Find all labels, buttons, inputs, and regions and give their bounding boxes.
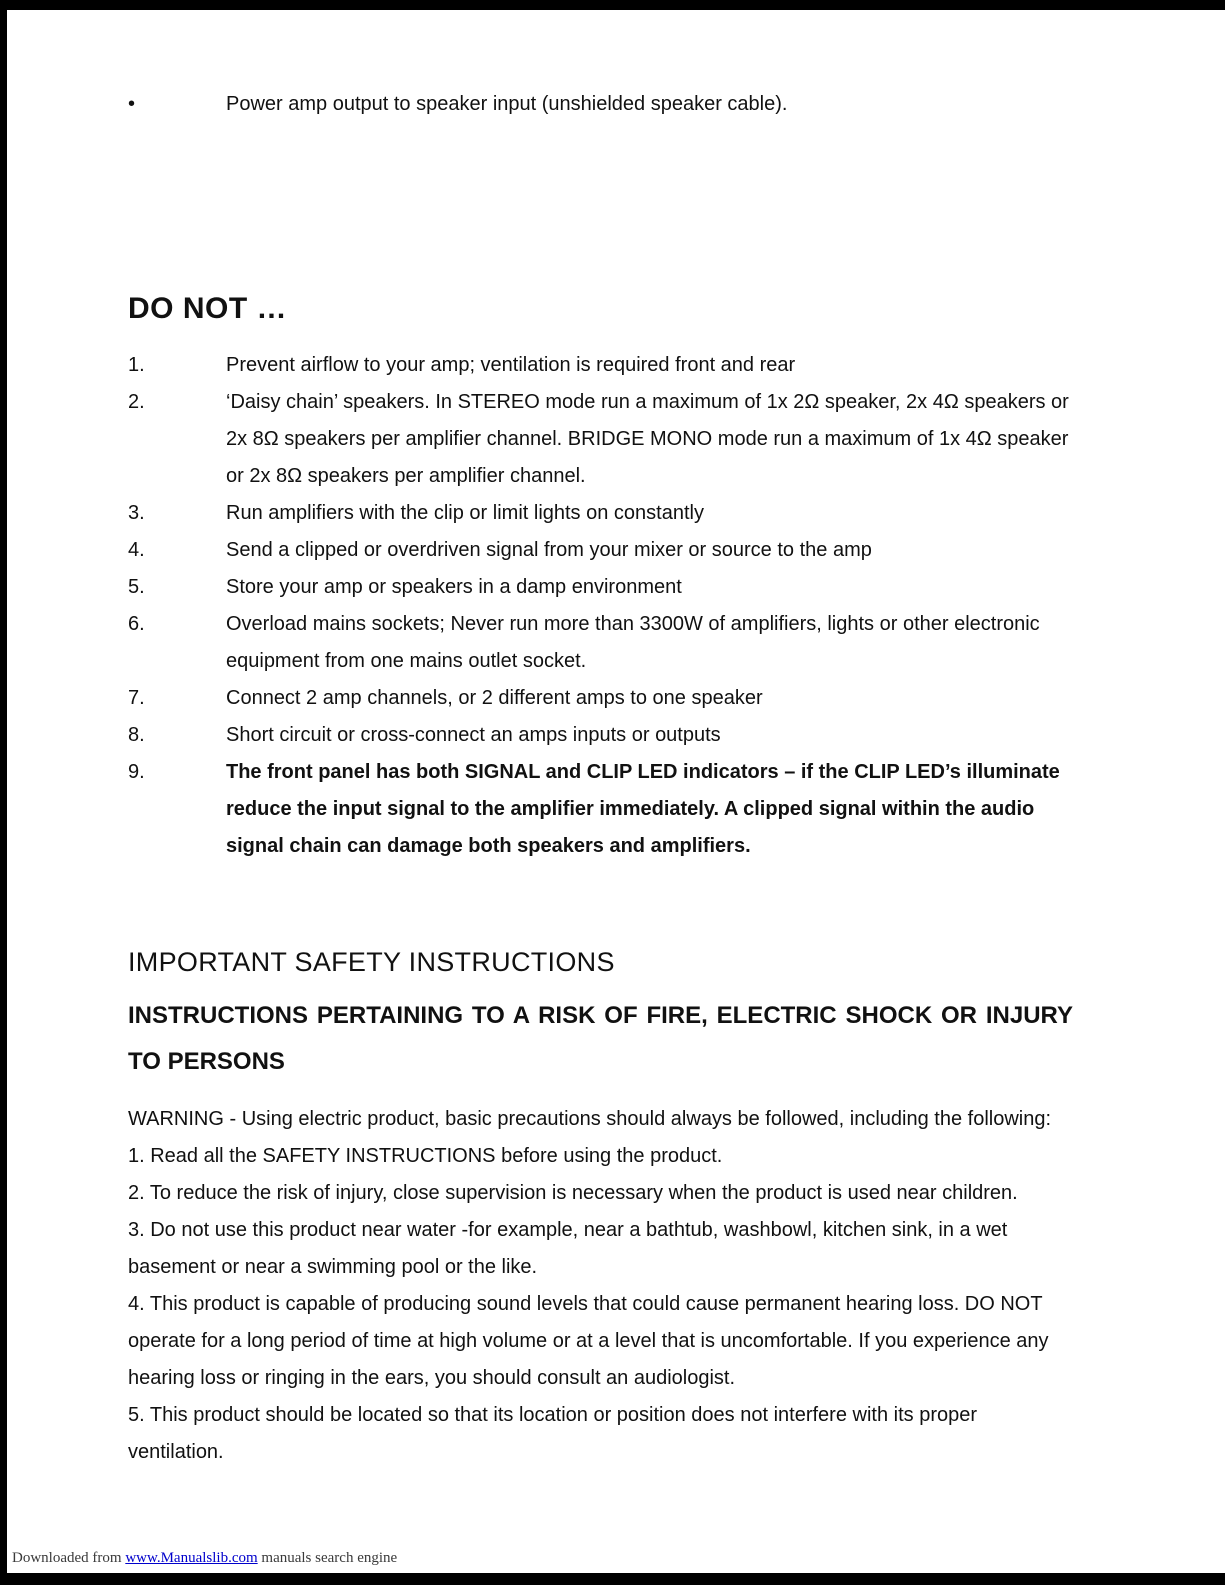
safety-item: 2. To reduce the risk of injury, close supervision is necessary when the product is used near children. — [128, 1182, 1018, 1204]
footer-suffix: manuals search engine — [257, 1550, 398, 1566]
list-item — [128, 495, 1073, 532]
list-number: 7. — [128, 687, 145, 709]
list-text: Overload mains sockets; Never run more than 3300W of amplifiers, lights or other electronic equipment from one mains outlet socket. — [226, 613, 1040, 672]
intro-bullet-text: Power amp output to speaker input (unshielded speaker cable). — [226, 93, 788, 115]
list-number: 2. — [128, 391, 145, 413]
list-item — [128, 569, 1073, 606]
do-not-heading: DO NOT … — [128, 292, 287, 325]
list-number: 9. — [128, 761, 145, 783]
list-text: Prevent airflow to your amp; ventilation is required front and rear — [226, 354, 796, 376]
list-item — [128, 347, 1073, 384]
scan-edge-left — [0, 0, 7, 1585]
list-number: 1. — [128, 354, 145, 376]
warning-paragraph: WARNING - Using electric product, basic precautions should always be followed, including the following: — [128, 1108, 1052, 1130]
safety-subheading: INSTRUCTIONS PERTAINING TO A RISK OF FIRE, ELECTRIC SHOCK OR INJURY TO PERSONS — [128, 1002, 1073, 1075]
list-item — [128, 754, 1073, 865]
scan-edge-bottom — [0, 1573, 1225, 1585]
list-number: 8. — [128, 724, 145, 746]
list-text: Run amplifiers with the clip or limit lights on constantly — [226, 502, 704, 524]
list-text: Send a clipped or overdriven signal from your mixer or source to the amp — [226, 539, 872, 561]
safety-heading: IMPORTANT SAFETY INSTRUCTIONS — [128, 947, 615, 977]
list-number: 5. — [128, 576, 145, 598]
list-number: 6. — [128, 613, 145, 635]
safety-item: 5. This product should be located so that its location or position does not interfere with its proper ventilation. — [128, 1404, 978, 1463]
list-text: Short circuit or cross-connect an amps inputs or outputs — [226, 724, 721, 746]
list-number: 3. — [128, 502, 145, 524]
document-page — [128, 0, 1073, 1471]
list-item — [128, 680, 1073, 717]
list-text: The front panel has both SIGNAL and CLIP LED indicators – if the CLIP LED’s illuminate reduce the input signal to the amplifier immediately. A clipped signal within the audio signal chain can damage both speakers and amplifiers. — [226, 761, 1060, 857]
safety-body — [128, 1101, 1073, 1471]
manualslib-link[interactable]: www.Manualslib.com — [125, 1550, 258, 1566]
intro-bullet-item — [128, 86, 1073, 123]
safety-item: 4. This product is capable of producing sound levels that could cause permanent hearing loss. DO NOT operate for a long period of time at high volume or at a level that is uncomfortable. If you experience any hearing loss or ringing in the ears, you should consult an audiologist. — [128, 1293, 1049, 1389]
list-item — [128, 384, 1073, 495]
safety-item: 1. Read all the SAFETY INSTRUCTIONS before using the product. — [128, 1145, 723, 1167]
list-text: Store your amp or speakers in a damp environment — [226, 576, 682, 598]
footer-prefix: Downloaded from — [12, 1550, 126, 1566]
do-not-list — [128, 347, 1073, 865]
footer-watermark — [12, 1550, 397, 1567]
list-item — [128, 532, 1073, 569]
list-text: Connect 2 amp channels, or 2 different amps to one speaker — [226, 687, 763, 709]
list-item — [128, 606, 1073, 680]
list-text: ‘Daisy chain’ speakers. In STEREO mode run a maximum of 1x 2Ω speaker, 2x 4Ω speakers or 2x 8Ω speakers per amplifier channel. BRIDGE MONO mode run a maximum of 1x 4Ω speaker or 2x 8Ω speakers per amplifier channel. — [226, 391, 1069, 487]
bullet-marker: • — [128, 93, 136, 115]
list-item — [128, 717, 1073, 754]
safety-item: 3. Do not use this product near water -for example, near a bathtub, washbowl, kitchen sink, in a wet basement or near a swimming pool or the like. — [128, 1219, 1008, 1278]
list-number: 4. — [128, 539, 145, 561]
